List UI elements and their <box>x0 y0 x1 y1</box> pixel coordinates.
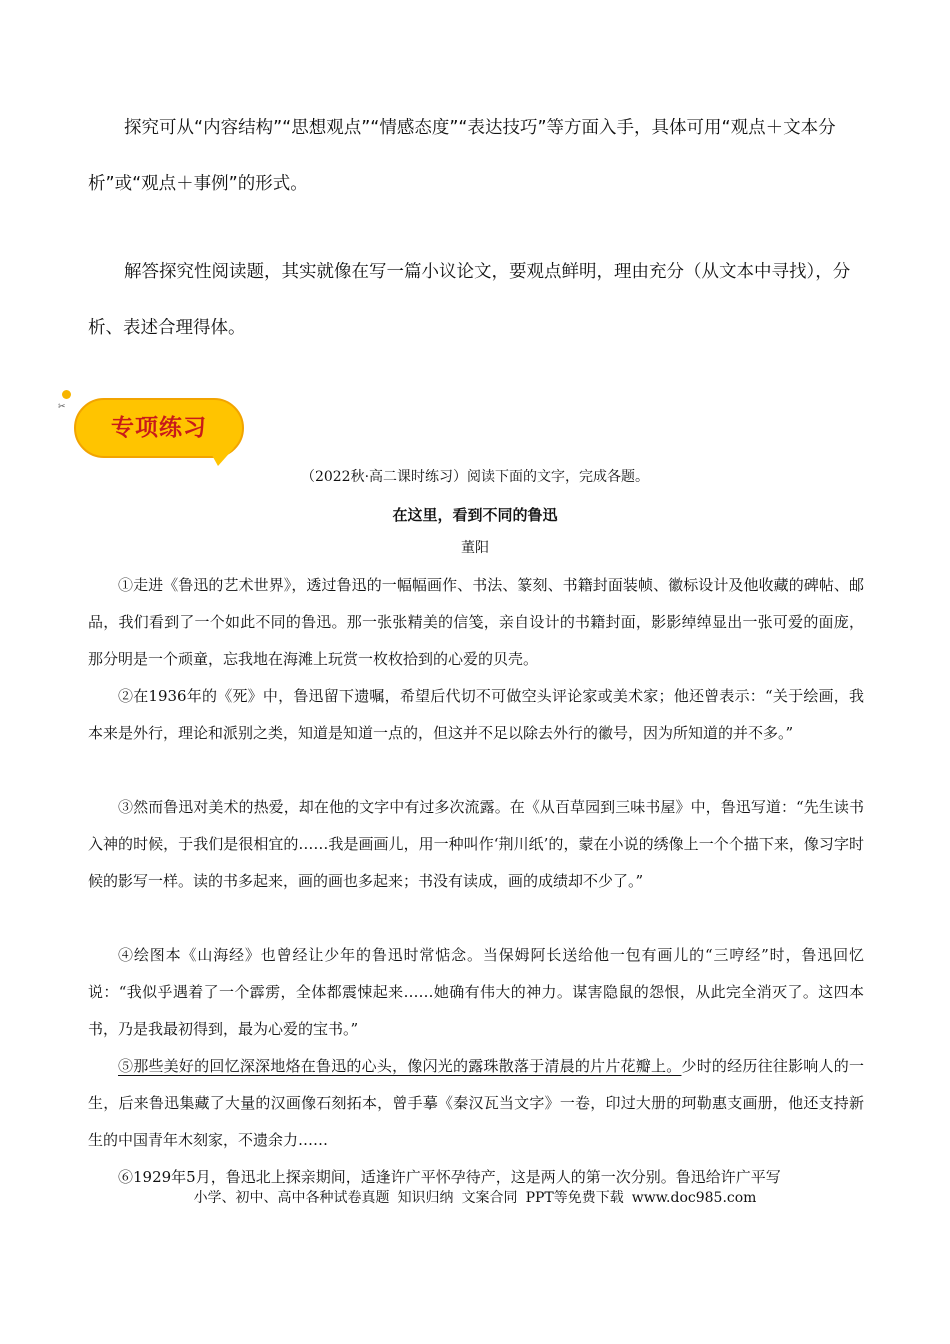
article-paragraph-1: ①走进《鲁迅的艺术世界》，透过鲁迅的一幅幅画作、书法、篆刻、书籍封面装帧、徽标设计及他收藏的碑帖、邮品，我们看到了一个如此不同的鲁迅。那一张张精美的信笺，亲自设计的书籍封面，影影绰绰显出一张可爱的面庞，那分明是一个顽童，忘我地在海滩上玩赏一枚枚拾到的心爱的贝壳。 <box>88 576 864 668</box>
article-author: 董阳 <box>461 540 489 556</box>
article-paragraph-6: ⑥1929年5月，鲁迅北上探亲期间，适逢许广平怀孕待产，这是两人的第一次分别。鲁迅给许广平写 <box>118 1168 781 1186</box>
badge-label: 专项练习 <box>111 415 207 441</box>
badge-scissors-icon: ✂ <box>58 402 66 412</box>
page-footer <box>0 1187 950 1209</box>
article-title: 在这里，看到不同的鲁迅 <box>392 506 558 524</box>
article-paragraph-4: ④绘图本《山海经》也曾经让少年的鲁迅时常惦念。当保姆阿长送给他一包有画儿的“三哼经”时，鲁迅回忆说：“我似乎遇着了一个霹雳，全体都震悚起来……她确有伟大的神力。谋害隐鼠的怨恨，从此完全消灭了。这四本书，乃是我最初得到，最为心爱的宝书。” <box>88 946 864 1038</box>
footer-text-1: 小学、初中、高中各种试卷真题 <box>193 1190 390 1206</box>
article-paragraph-3: ③然而鲁迅对美术的热爱，却在他的文字中有过多次流露。在《从百草园到三味书屋》中，鲁迅写道：“先生读书入神的时候，于我们是很相宜的……我是画画儿，用一种叫作‘荆川纸’的，蒙在小说的绣像上一个个描下来，像习字时候的影写一样。读的书多起来，画的画也多起来；书没有读成，画的成绩却不少了。” <box>88 798 864 890</box>
footer-url[interactable]: www.doc985.com <box>631 1190 757 1206</box>
exercise-source: （2022秋·高二课时练习）阅读下面的文字，完成各题。 <box>300 469 650 485</box>
footer-text-2: 知识归纳 <box>397 1190 454 1206</box>
intro-paragraph-2: 解答探究性阅读题，其实就像在写一篇小议论文，要观点鲜明，理由充分（从文本中寻找），分析、表述合理得体。 <box>88 262 851 338</box>
badge-dot-icon <box>62 390 71 399</box>
section-badge <box>58 390 248 474</box>
underlined-sentence: ⑤那些美好的回忆深深地烙在鲁迅的心头，像闪光的露珠散落于清晨的片片花瓣上。 <box>118 1057 682 1075</box>
footer-text-4: PPT等免费下载 <box>525 1190 624 1206</box>
article-paragraph-2: ②在1936年的《死》中，鲁迅留下遗嘱，希望后代切不可做空头评论家或美术家；他还曾表示：“关于绘画，我本来是外行，理论和派别之类，知道是知道一点的，但这并不足以除去外行的徽号，因为所知道的并不多。” <box>88 687 864 742</box>
article-paragraph-5 <box>88 1048 864 1159</box>
footer-text-3: 文案合同 <box>461 1190 518 1206</box>
paragraph-5-rest: 少时的经历往往影响人的一生，后来鲁迅集藏了大量的汉画像石刻拓本，曾手摹《秦汉瓦当文字》一卷，印过大册的珂勒惠支画册，他还支持新生的中国青年木刻家，不遗余力…… <box>88 1057 864 1149</box>
badge-bubble-tail <box>208 448 234 466</box>
intro-paragraph-1: 探究可从“内容结构”“思想观点”“情感态度”“表达技巧”等方面入手，具体可用“观点＋文本分析”或“观点＋事例”的形式。 <box>88 118 836 194</box>
